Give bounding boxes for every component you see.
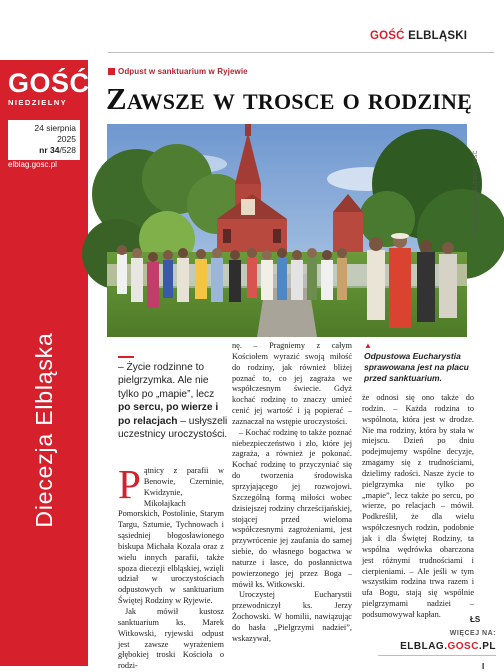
more-label: WIĘCEJ NA: — [449, 630, 496, 637]
article-title: Zawsze w trosce o rodzinę — [106, 81, 472, 116]
issue-date: 24 sierpnia — [34, 123, 76, 133]
more-link[interactable] — [378, 641, 496, 652]
lead-part-c: – usłyszeli uczestnicy uroczystości. — [118, 415, 228, 441]
paragraph: że odnosi się ono także do rodzin. – Każda rodzina to wspólnota, która jest w drodze. Nie ma rodziny, która by stała w miejscu. Dzień po dniu podejmujemy wspólne decyzje, zmagamy się z trudnościami, dzielimy radości. Nasze życie to pielgrzymka nie tylko po „mapie”, lecz także po sercu, po wierze, po relacjach – mówił. Podkreślił, że dla wielu współczesnych rodzin, podobnie jak i dla Świętej Rodziny, ta wspólna wędrówka obarczona jest różnymi trudnościami i cierpieniami. – Ale jeśli w tym wszystkim rodzina trwa razem i ufa Bogu, stają się wspólnie pielgrzymami nadziei – podsumowywał kapłan. — [362, 393, 474, 619]
body-column-2 — [232, 341, 352, 645]
body-column-3 — [362, 393, 474, 621]
issue-number-suffix: /528 — [59, 145, 76, 155]
footer-divider — [378, 655, 496, 656]
issue-number — [12, 145, 76, 156]
paragraph: Jak mówił kustosz sanktuarium ks. Marek Witkowski, ryjewski odpust jest zawsze wyrażeniem głębokiej troski Kościoła o rodzi- — [118, 606, 224, 671]
photo-credit: ŁUKASZ WANDZEL/FOTO GOŚĆ — [473, 150, 479, 234]
lead-emphasis: po sercu, po wierze i po relacjach — [118, 402, 219, 427]
drop-cap: P — [118, 461, 141, 507]
more-url-part-c: .PL — [478, 641, 496, 652]
issue-number-main: nr 34 — [39, 145, 60, 155]
more-url-part-a: ELBLAG. — [400, 641, 448, 652]
issue-info — [8, 120, 80, 160]
issue-year: 2025 — [57, 134, 76, 144]
logo-main: GOŚĆ — [8, 68, 90, 98]
logo — [8, 68, 90, 108]
article-kicker — [108, 67, 448, 79]
paragraph: nę. – Pragniemy z całym Kościołem wyrazić swoją miłość do rodziny, jak również bliżej poznać to, co jej zagraża we współczesnym świecie. Gdyż kochać rodzinę to znaczy umieć cenić jej wartość i ją popierać – zaznaczał na wstępie uroczystości. — [232, 341, 352, 426]
paragraph — [118, 461, 224, 607]
paragraph-text: ątnicy z parafii w Benowie, Czerninie, Kwidzynie, Mikołajkach Pomorskich, Postolinie, Starym Targu, Sztumie, Tychnowach i sąsiedniej błogosławionego biskupa Michała Kozala oraz z wielu innych parafii, także spoza diecezji elbląskiej, wzięli udział w uroczystościach odpustowych w sanktuarium Świętej Rodziny w Ryjewie. — [118, 466, 224, 606]
kicker-text: Odpust w sanktuarium w Ryjewie — [118, 67, 248, 76]
diocese-title: Diecezja Elbląska — [31, 332, 57, 528]
paragraph: Uroczystej Eucharystii przewodniczył ks. Jerzy Żochowski. W homilii, nawiązując do hasła „Pielgrzymi nadziei”, wskazywał, — [232, 590, 352, 643]
kicker-square-icon — [108, 68, 115, 75]
website-link[interactable]: elblag.gosc.pl — [8, 160, 57, 169]
paragraph: – Kochać rodzinę to także poznać niebezpieczeństwo i zło, które jej zagraża, a również je pokonać. Kochać rodzinę to przyczyniać się do tworzenia środowiska sprzyjającego jej rozwojowi. Szczególną formą miłości wobec dzisiejszej rodziny chrześcijańskiej, stojącej przed wieloma współczesnymi zagrożeniami, jest przywrócenie jej zaufania do samej siebie, do własnego bogactwa w naturze i łasce, do posłannictwa powierzonego jej przez Boga – mówił ks. Witkowski. — [232, 427, 352, 589]
photo-caption: Odpustowa Eucharystia sprawowana jest na placu przed sanktuarium. — [364, 351, 469, 383]
author-initials: ŁS — [470, 615, 481, 624]
header-brand-gosc: GOŚĆ — [370, 30, 405, 42]
sanctuary-photo-illustration — [107, 124, 467, 337]
header-brand-region: ELBLĄSKI — [408, 30, 468, 42]
more-url-part-b: GOSC — [447, 641, 479, 652]
article-lead — [118, 361, 228, 441]
section-header — [370, 30, 494, 48]
caption-triangle-icon: ▲ — [364, 341, 372, 350]
header-divider — [108, 52, 494, 53]
page-number: I — [482, 662, 485, 671]
body-column-1 — [118, 461, 224, 672]
article-photo — [107, 124, 467, 337]
lead-accent-rule — [118, 356, 134, 358]
logo-sub: NIEDZIELNY — [8, 98, 68, 107]
lead-part-a: – Życie rodzinne to pielgrzymka. Ale nie tylko po „mapie”, lecz — [118, 362, 215, 400]
